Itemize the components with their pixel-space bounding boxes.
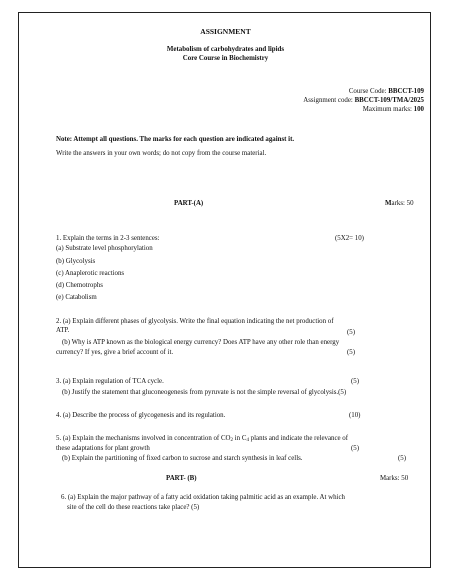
assignment-code: BBCCT-109/TMA/2025 bbox=[354, 97, 424, 104]
part-b-title: PART- (B) bbox=[166, 475, 197, 482]
q1-marks: (5X2= 10) bbox=[335, 235, 364, 242]
part-b-marks: Marks: 50 bbox=[380, 475, 409, 482]
course-code: BBCCT-109 bbox=[388, 88, 424, 95]
q5-a-marks: (5) bbox=[351, 445, 360, 452]
q1-item-a: (a) Substrate level phosphorylation bbox=[56, 245, 153, 252]
q5-b: (b) Explain the partitioning of fixed carbon to sucrose and starch synthesis in leaf cells. bbox=[62, 455, 303, 462]
q5-a-subscript-1: 2 bbox=[230, 438, 234, 443]
q2-a-marks: (5) bbox=[347, 329, 356, 336]
q6-a-line2: site of the cell do these reactions take place? (5) bbox=[67, 504, 200, 511]
q4-a: 4. (a) Describe the process of glycogenesis and its regulation. bbox=[56, 412, 226, 419]
q1-item-e: (e) Catabolism bbox=[56, 294, 97, 301]
q2-a-line1: 2. (a) Explain different phases of glycolysis. Write the final equation indicating the net production of bbox=[56, 318, 334, 325]
note-text: Note: Attempt all questions. The marks for each question are indicated against it. bbox=[56, 136, 295, 143]
q3-a: 3. (a) Explain regulation of TCA cycle. bbox=[56, 378, 164, 385]
course-code-line bbox=[349, 88, 424, 96]
part-a-marks-rest: arks: 50 bbox=[391, 200, 414, 207]
q5-a-line1 bbox=[56, 435, 348, 443]
q5-b-marks: (5) bbox=[398, 455, 407, 462]
max-marks: 100 bbox=[413, 106, 424, 113]
q1-item-c: (c) Anaplerotic reactions bbox=[56, 270, 125, 277]
q1-stem: 1. Explain the terms in 2-3 sentences: bbox=[56, 235, 160, 242]
max-marks-label: Maximum marks: bbox=[362, 106, 414, 113]
q5-a-text-2: in C bbox=[233, 435, 247, 442]
part-a-marks bbox=[385, 200, 414, 208]
q2-b-line1: (b) Why is ATP known as the biological energy currency? Does ATP have any other role than energy bbox=[62, 339, 340, 346]
q2-b-line2: currency? If yes, give a brief account of it. bbox=[56, 349, 174, 356]
q5-a-subscript-2: 4 bbox=[246, 438, 249, 443]
course-code-label: Course Code: bbox=[348, 88, 389, 95]
assignment-code-label: Assignment code: bbox=[303, 97, 355, 104]
q3-b: (b) Justify the statement that gluconeogenesis from pyruvate is not the simple reversal of glycolysis.(5) bbox=[62, 389, 347, 396]
q6-a-line1: 6. (a) Explain the major pathway of a fatty acid oxidation taking palmitic acid as an example. At which bbox=[61, 494, 345, 501]
q1-item-b: (b) Glycolysis bbox=[56, 258, 96, 265]
q5-a-line2: these adaptations for plant growth bbox=[56, 445, 150, 452]
assignment-page bbox=[18, 12, 431, 568]
assignment-code-line bbox=[303, 97, 424, 105]
q5-a-text-1: 5. (a) Explain the mechanisms involved in concentration of CO bbox=[56, 435, 231, 442]
instruction-text: Write the answers in your own words; do not copy from the course material. bbox=[56, 150, 267, 157]
q1-item-d: (d) Chemotrophs bbox=[56, 282, 103, 289]
q4-a-marks: (10) bbox=[349, 412, 361, 419]
max-marks-line bbox=[363, 106, 424, 114]
q2-b-marks: (5) bbox=[347, 349, 356, 356]
q2-a-line2: ATP. bbox=[56, 327, 70, 334]
page-title: ASSIGNMENT bbox=[200, 27, 251, 36]
q5-a-text-3: plants and indicate the relevance of bbox=[248, 435, 349, 442]
q3-a-marks: (5) bbox=[351, 378, 360, 385]
subtitle-topic: Metabolism of carbohydrates and lipids bbox=[166, 46, 285, 53]
part-a-marks-initial: M bbox=[385, 200, 392, 207]
part-a-title: PART-(A) bbox=[174, 200, 204, 207]
subtitle-course: Core Course in Biochemistry bbox=[182, 55, 269, 62]
